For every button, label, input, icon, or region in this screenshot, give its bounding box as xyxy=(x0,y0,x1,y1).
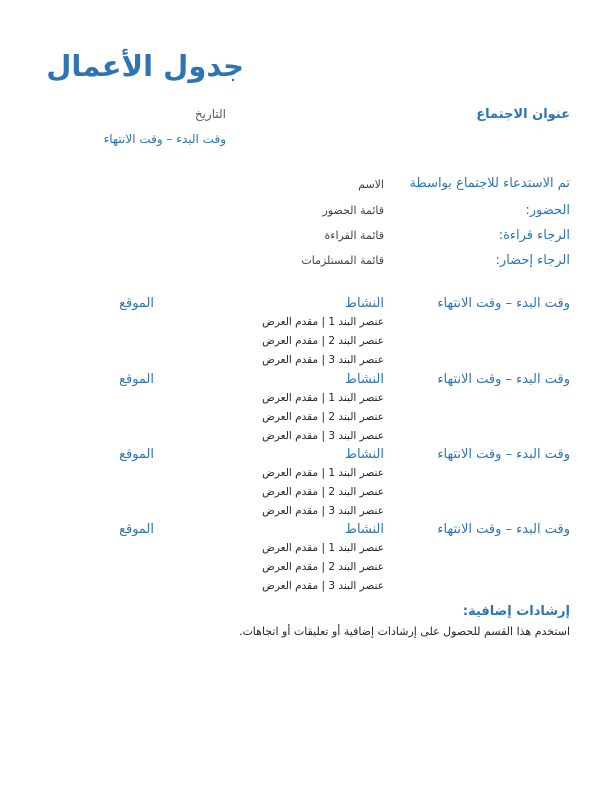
agenda-item: عنصر البند 3 | مقدم العرض xyxy=(262,430,384,442)
agenda-item: عنصر البند 1 | مقدم العرض xyxy=(262,316,384,328)
agenda-item: عنصر البند 3 | مقدم العرض xyxy=(262,580,384,592)
agenda-item: عنصر البند 3 | مقدم العرض xyxy=(262,505,384,517)
agenda-activity: النشاط xyxy=(344,447,384,462)
agenda-item: عنصر البند 2 | مقدم العرض xyxy=(262,411,384,423)
agenda-item: عنصر البند 2 | مقدم العرض xyxy=(262,561,384,573)
agenda-location: الموقع xyxy=(119,296,154,311)
agenda-block xyxy=(40,372,570,442)
additional-instructions-heading: إرشادات إضافية: xyxy=(462,604,570,619)
please-read-label: الرجاء قراءة: xyxy=(498,228,570,243)
agenda-item: عنصر البند 3 | مقدم العرض xyxy=(262,354,384,366)
attendees-label: الحضور: xyxy=(525,203,570,218)
attendees-value: قائمة الحضور xyxy=(322,204,384,217)
agenda-item: عنصر البند 2 | مقدم العرض xyxy=(262,335,384,347)
meeting-title: عنوان الاجتماع xyxy=(476,107,570,122)
called-by-label: تم الاستدعاء للاجتماع بواسطة xyxy=(409,176,570,191)
additional-instructions-text: استخدم هذا القسم للحصول على إرشادات إضافية أو تعليقات أو اتجاهات. xyxy=(238,625,570,638)
agenda-item: عنصر البند 1 | مقدم العرض xyxy=(262,392,384,404)
agenda-time: وقت البدء – وقت الانتهاء xyxy=(437,447,570,462)
agenda-location: الموقع xyxy=(119,447,154,462)
agenda-items xyxy=(262,389,384,446)
agenda-location: الموقع xyxy=(119,372,154,387)
agenda-activity: النشاط xyxy=(344,522,384,537)
agenda-time: وقت البدء – وقت الانتهاء xyxy=(437,372,570,387)
please-bring-label: الرجاء إحضار: xyxy=(495,253,570,268)
please-bring-value: قائمة المستلزمات xyxy=(301,254,384,267)
agenda-block xyxy=(40,522,570,592)
agenda-block xyxy=(40,296,570,366)
agenda-item: عنصر البند 1 | مقدم العرض xyxy=(262,542,384,554)
agenda-item: عنصر البند 2 | مقدم العرض xyxy=(262,486,384,498)
agenda-time: وقت البدء – وقت الانتهاء xyxy=(437,522,570,537)
agenda-activity: النشاط xyxy=(344,296,384,311)
called-by-value: الاسم xyxy=(358,178,384,191)
agenda-items xyxy=(262,313,384,370)
please-read-value: قائمة القراءة xyxy=(324,229,384,242)
agenda-location: الموقع xyxy=(119,522,154,537)
agenda-item: عنصر البند 1 | مقدم العرض xyxy=(262,467,384,479)
agenda-items xyxy=(262,464,384,521)
agenda-items xyxy=(262,539,384,596)
agenda-activity: النشاط xyxy=(344,372,384,387)
page-title: جدول الأعمال xyxy=(46,49,244,83)
agenda-time: وقت البدء – وقت الانتهاء xyxy=(437,296,570,311)
agenda-block xyxy=(40,447,570,517)
meeting-date: التاريخ xyxy=(194,107,226,121)
meeting-time-range: وقت البدء – وقت الانتهاء xyxy=(103,132,226,146)
